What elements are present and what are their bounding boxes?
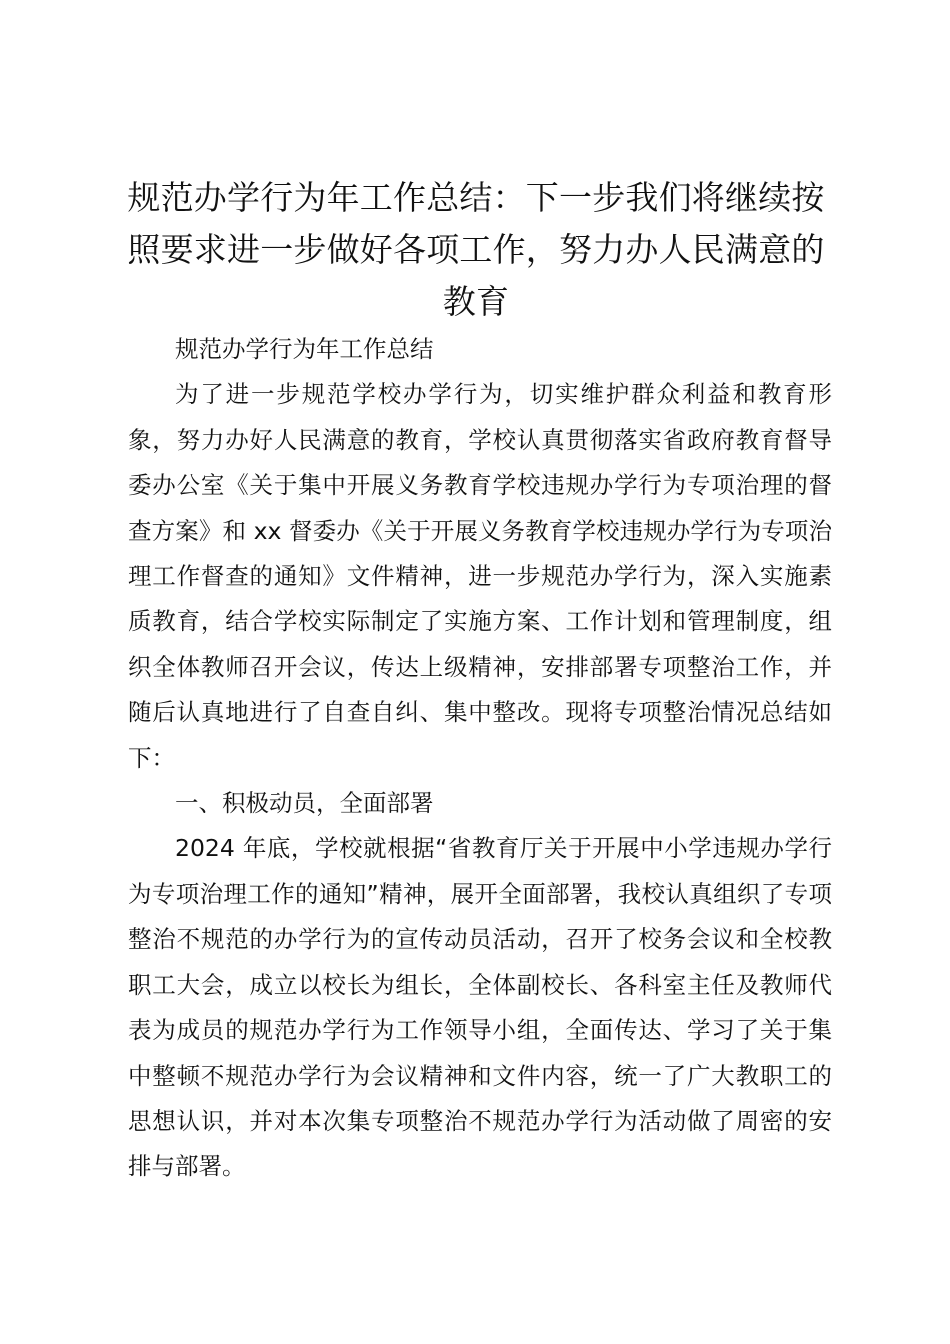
section-heading-summary: 规范办学行为年工作总结: [175, 335, 434, 363]
document-body: [128, 327, 832, 1190]
section-heading-one: 一、积极动员，全面部署: [175, 789, 434, 818]
paragraph-mobilization: 2024 年底，学校就根据“省教育厅关于开展中小学违规办学行为专项治理工作的通知”精神，展开全面部署，我校认真组织了专项整治不规范的办学行为的宣传动员活动，召开了校务会议和全校教职工大会，成立以校长为组长，全体副校长、各科室主任及教师代表为成员的规范办学行为工作领导小组，全面传达、学习了关于集中整顿不规范办学行为会议精神和文件内容，统一了广大教职工的思想认识，并对本次集专项整治不规范办学行为活动做了周密的安排与部署。: [128, 834, 832, 1181]
document-title: 规范办学行为年工作总结：下一步我们将继续按照要求进一步做好各项工作，努力办人民满意的教育: [127, 178, 825, 321]
paragraph-intro: 为了进一步规范学校办学行为，切实维护群众利益和教育形象，努力办好人民满意的教育，学校认真贯彻落实省政府教育督导委办公室《关于集中开展义务教育学校违规办学行为专项治理的督查方案》和 xx 督委办《关于开展义务教育学校违规办学行为专项治理工作督查的通知》文件精神，进一步规范办学行为，深入实施素质教育，结合学校实际制定了实施方案、工作计划和管理制度，组织全体教师召开会议，传达上级精神，安排部署专项整治工作，并随后认真地进行了自查自纠、集中整改。现将专项整治情况总结如下：: [128, 380, 832, 772]
